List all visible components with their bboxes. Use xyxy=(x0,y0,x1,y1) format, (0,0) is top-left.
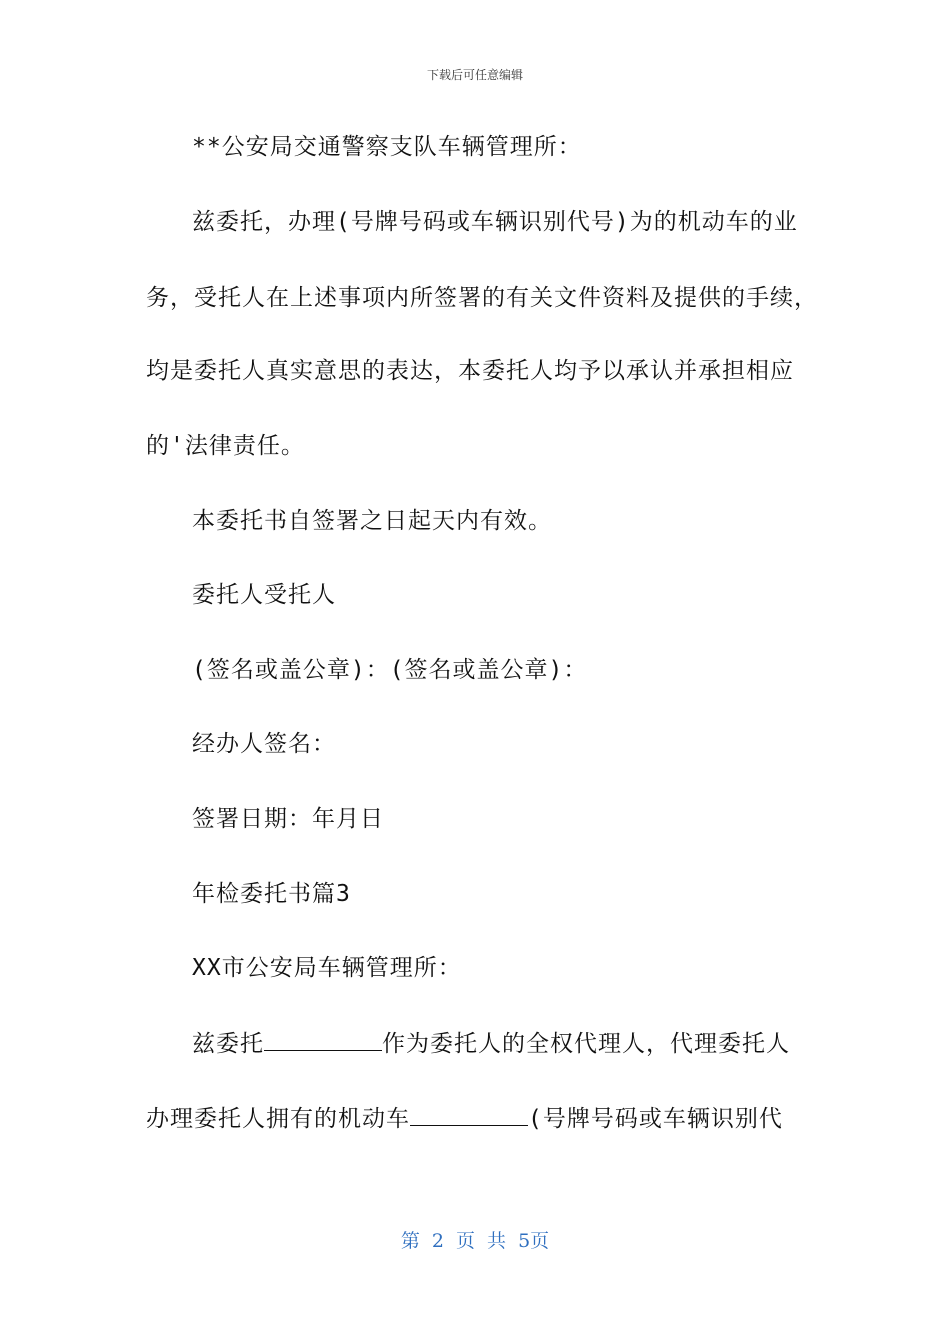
signatures-line: (签名或盖公章)：(签名或盖公章)： xyxy=(192,657,588,683)
fill-in-blank xyxy=(410,1103,528,1126)
handler-signature-line: 经办人签名： xyxy=(192,731,336,757)
fill-in-blank xyxy=(264,1028,382,1051)
text-segment: 办理委托人拥有的机动车 xyxy=(146,1106,410,1132)
parties-line: 委托人受托人 xyxy=(192,582,336,608)
section-title: 年检委托书篇3 xyxy=(192,881,351,907)
text-segment: 作为委托人的全权代理人，代理委托人 xyxy=(382,1031,790,1057)
paragraph-line xyxy=(192,1028,790,1059)
addressee-2: XX市公安局车辆管理所： xyxy=(192,955,462,981)
text-segment: (号牌号码或车辆识别代 xyxy=(528,1106,783,1132)
header-note: 下载后可任意编辑 xyxy=(426,68,523,82)
paragraph-line: 的'法律责任。 xyxy=(146,433,305,459)
page-number: 第 2 页 共 5页 xyxy=(400,1230,550,1252)
paragraph-line: 兹委托，办理(号牌号码或车辆识别代号)为的机动车的业 xyxy=(192,209,798,235)
signing-date-line: 签署日期：年月日 xyxy=(192,806,384,832)
addressee: **公安局交通警察支队车辆管理所： xyxy=(192,134,582,160)
paragraph-line: 均是委托人真实意思的表达，本委托人均予以承认并承担相应 xyxy=(146,358,794,384)
paragraph-line: 务，受托人在上述事项内所签署的有关文件资料及提供的手续， xyxy=(146,285,818,311)
paragraph-line xyxy=(146,1103,783,1134)
validity-line: 本委托书自签署之日起天内有效。 xyxy=(192,508,552,534)
text-segment: 兹委托 xyxy=(192,1031,264,1057)
